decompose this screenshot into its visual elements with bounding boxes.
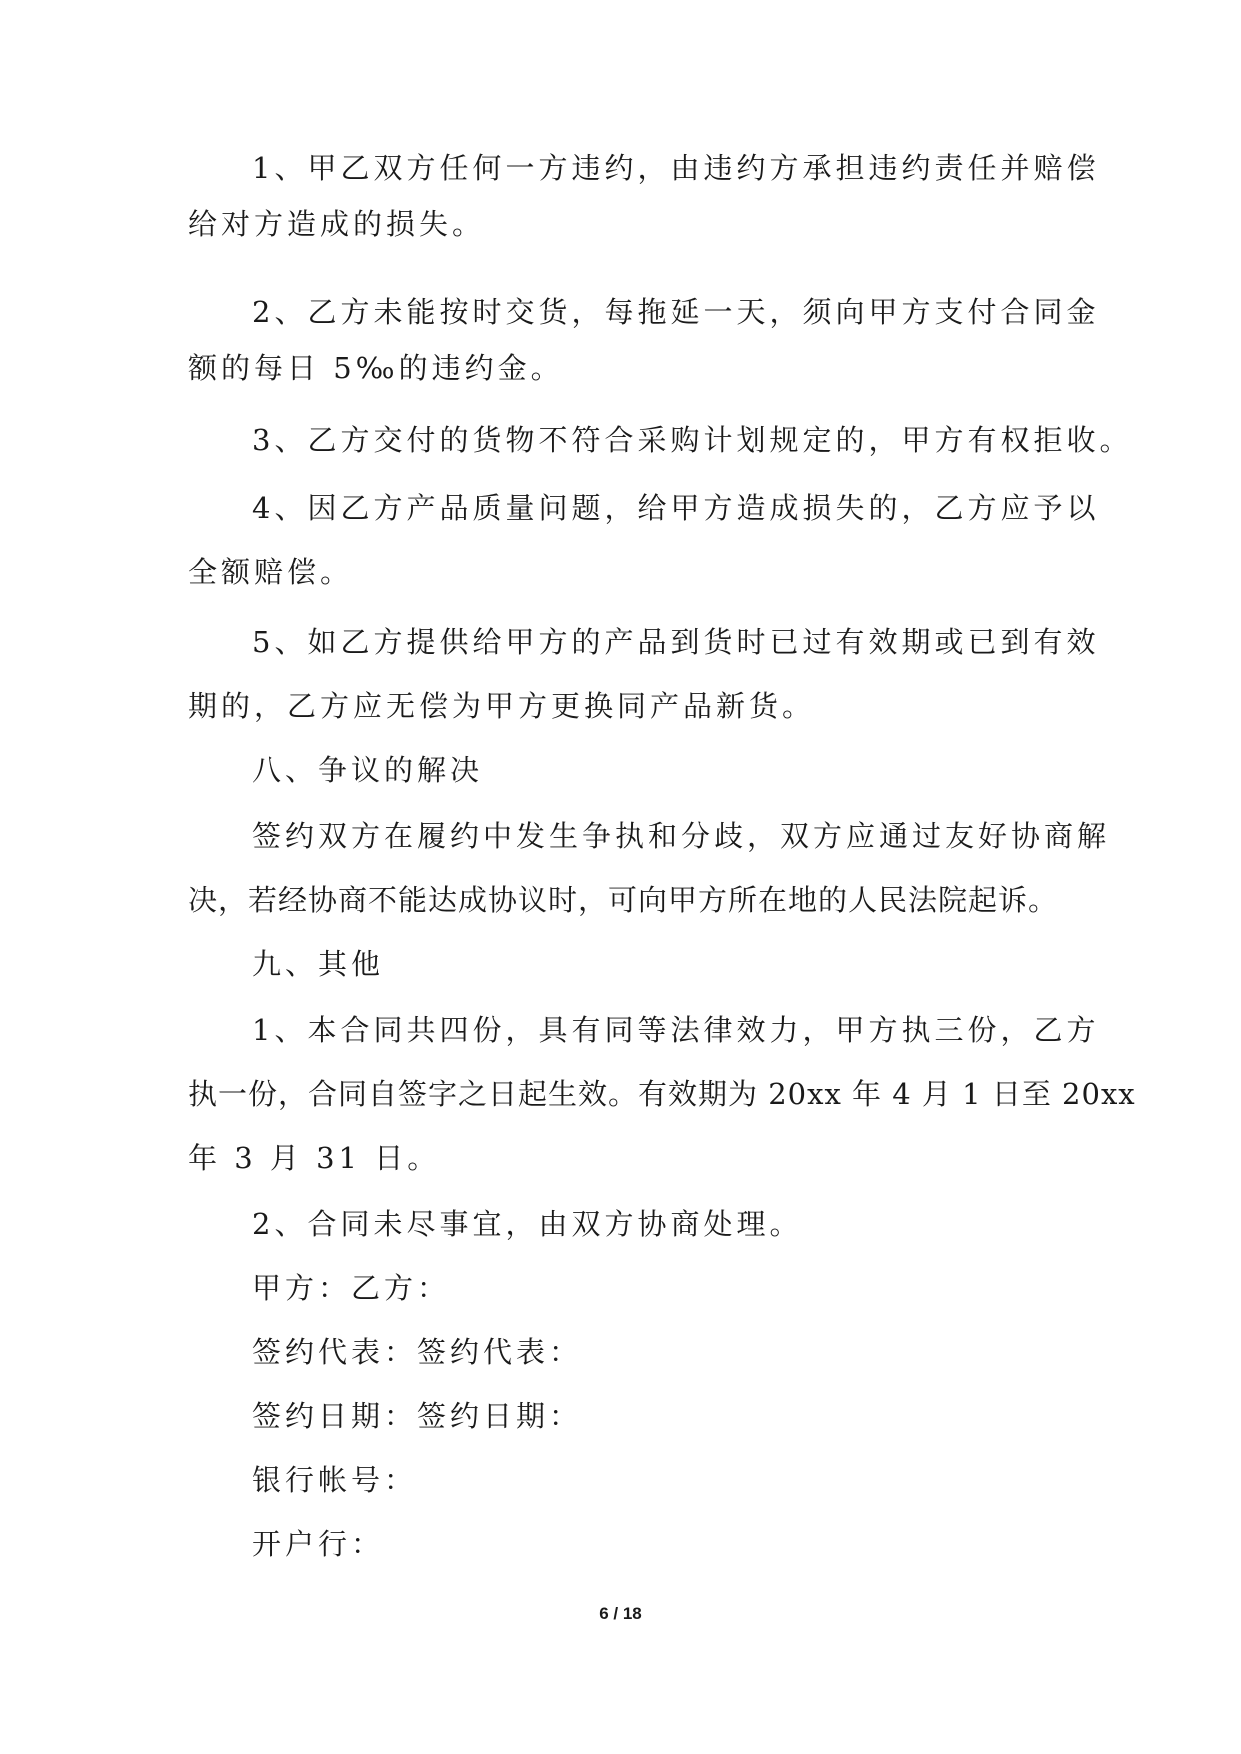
page-number: 6 / 18 bbox=[599, 1604, 642, 1623]
paragraph-line: 期的，乙方应无偿为甲方更换同产品新货。 bbox=[188, 689, 816, 723]
paragraph-line: 决，若经协商不能达成协议时，可向甲方所在地的人民法院起诉。 bbox=[188, 883, 1059, 917]
section-heading: 八、争议的解决 bbox=[252, 753, 484, 787]
paragraph-line: 5、如乙方提供给甲方的产品到货时已过有效期或已到有效 bbox=[252, 625, 1100, 659]
signature-field: 签约代表：签约代表： bbox=[252, 1335, 583, 1369]
paragraph-line: 3、乙方交付的货物不符合采购计划规定的，甲方有权拒收。 bbox=[252, 423, 1133, 457]
signature-field: 甲方：乙方： bbox=[252, 1271, 451, 1305]
paragraph-line: 2、乙方未能按时交货，每拖延一天，须向甲方支付合同金 bbox=[252, 295, 1100, 329]
paragraph-line: 额的每日 5‰的违约金。 bbox=[188, 351, 564, 385]
paragraph-line: 4、因乙方产品质量问题，给甲方造成损失的，乙方应予以 bbox=[252, 491, 1100, 525]
section-heading: 九、其他 bbox=[252, 947, 385, 981]
paragraph-line: 1、本合同共四份，具有同等法律效力，甲方执三份，乙方 bbox=[252, 1013, 1100, 1047]
bank-name-field: 开户行： bbox=[252, 1527, 385, 1561]
signature-field: 签约日期：签约日期： bbox=[252, 1399, 583, 1433]
paragraph-line: 2、合同未尽事宜，由双方协商处理。 bbox=[252, 1207, 803, 1241]
paragraph-line: 1、甲乙双方任何一方违约，由违约方承担违约责任并赔偿 bbox=[252, 151, 1100, 185]
paragraph-line: 年 3 月 31 日。 bbox=[188, 1141, 441, 1175]
paragraph-line: 给对方造成的损失。 bbox=[188, 207, 486, 241]
paragraph-line: 执一份，合同自签字之日起生效。有效期为 20xx 年 4 月 1 日至 20xx bbox=[188, 1077, 1136, 1111]
paragraph-line: 全额赔偿。 bbox=[188, 555, 354, 589]
bank-account-field: 银行帐号： bbox=[252, 1463, 418, 1497]
paragraph-line: 签约双方在履约中发生争执和分歧，双方应通过友好协商解 bbox=[252, 819, 1111, 853]
